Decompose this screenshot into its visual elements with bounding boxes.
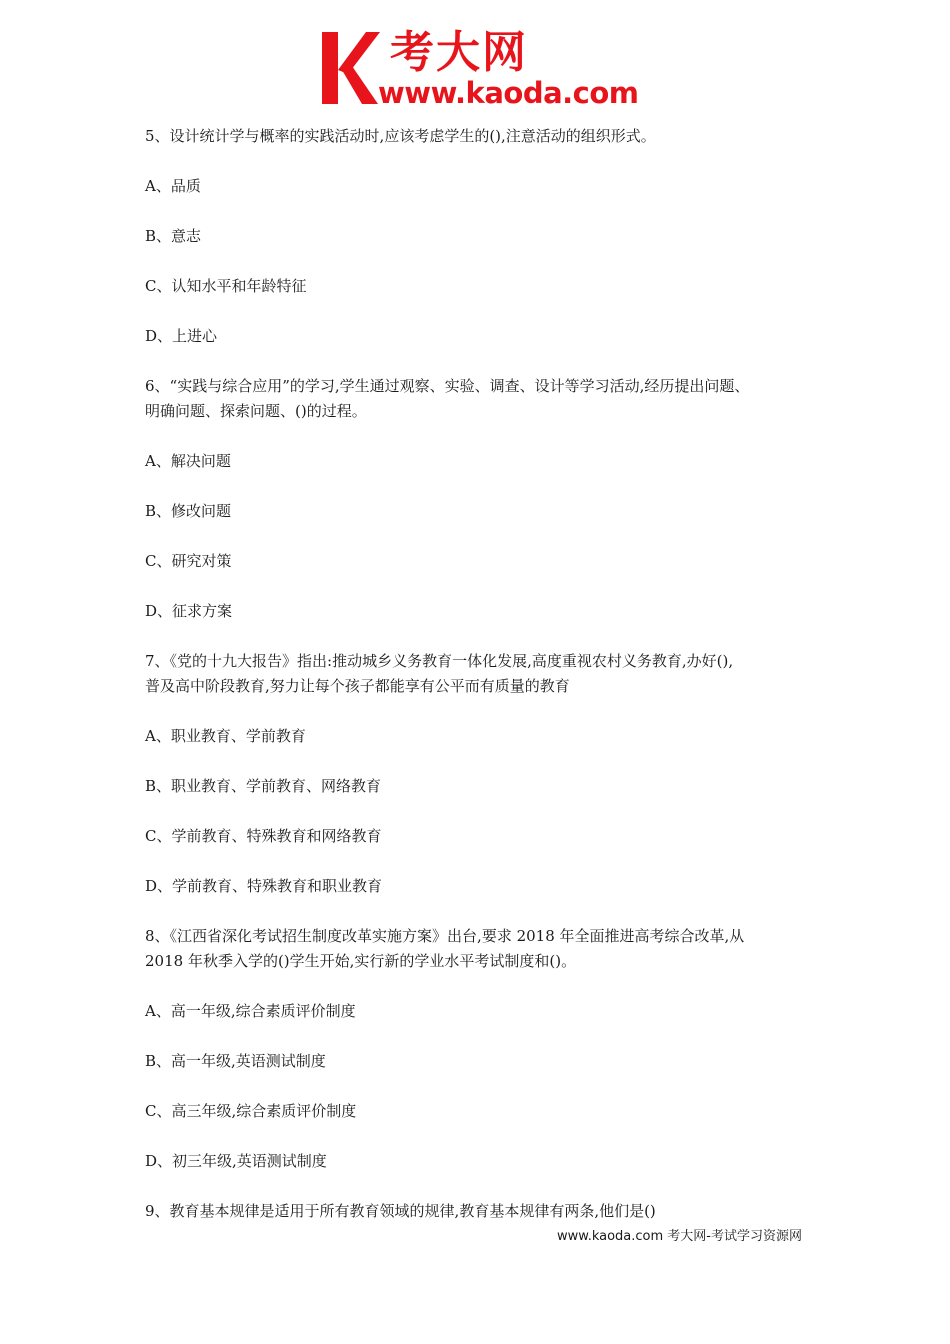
option-item: A、品质 — [145, 177, 201, 195]
page-footer: www.kaoda.com 考大网-考试学习资源网 — [557, 1229, 802, 1244]
option-item: B、高一年级,英语测试制度 — [145, 1052, 326, 1070]
option-item: C、认知水平和年龄特征 — [145, 277, 307, 295]
option-item: C、学前教育、特殊教育和网络教育 — [145, 827, 382, 845]
logo-chinese-text: 考大网 — [390, 27, 528, 78]
option-item: B、职业教育、学前教育、网络教育 — [145, 777, 382, 795]
question-block — [145, 924, 825, 1174]
question-block — [145, 1199, 825, 1224]
option-item: B、意志 — [145, 227, 202, 245]
question-text: 7、《党的十九大报告》指出:推动城乡义务教育一体化发展,高度重视农村义务教育,办好(), 普及高中阶段教育,努力让每个孩子都能享有公平而有质量的教育 — [145, 652, 734, 695]
question-list — [145, 124, 825, 1249]
question-block — [145, 649, 825, 899]
site-logo — [318, 28, 638, 110]
option-item: A、高一年级,综合素质评价制度 — [145, 1002, 356, 1020]
option-item: D、征求方案 — [145, 602, 233, 620]
question-block — [145, 124, 825, 349]
option-item: C、研究对策 — [145, 552, 232, 570]
k-logo-icon — [318, 30, 380, 106]
option-item: B、修改问题 — [145, 502, 232, 520]
option-item: A、职业教育、学前教育 — [145, 727, 306, 745]
question-block — [145, 374, 825, 624]
question-text: 9、教育基本规律是适用于所有教育领域的规律,教育基本规律有两条,他们是() — [145, 1202, 656, 1220]
option-item: D、上进心 — [145, 327, 218, 345]
question-text: 8、《江西省深化考试招生制度改革实施方案》出台,要求 2018 年全面推进高考综合改革,从 2018 年秋季入学的()学生开始,实行新的学业水平考试制度和()。 — [145, 927, 745, 970]
question-text: 5、设计统计学与概率的实践活动时,应该考虑学生的(),注意活动的组织形式。 — [145, 127, 656, 145]
option-item: C、高三年级,综合素质评价制度 — [145, 1102, 357, 1120]
option-item: D、初三年级,英语测试制度 — [145, 1152, 327, 1170]
option-item: A、解决问题 — [145, 452, 231, 470]
option-item: D、学前教育、特殊教育和职业教育 — [145, 877, 383, 895]
question-text: 6、“实践与综合应用”的学习,学生通过观察、实验、调查、设计等学习活动,经历提出问题、 明确问题、探索问题、()的过程。 — [145, 377, 750, 420]
logo-url-text: www.kaoda.com — [378, 76, 639, 110]
